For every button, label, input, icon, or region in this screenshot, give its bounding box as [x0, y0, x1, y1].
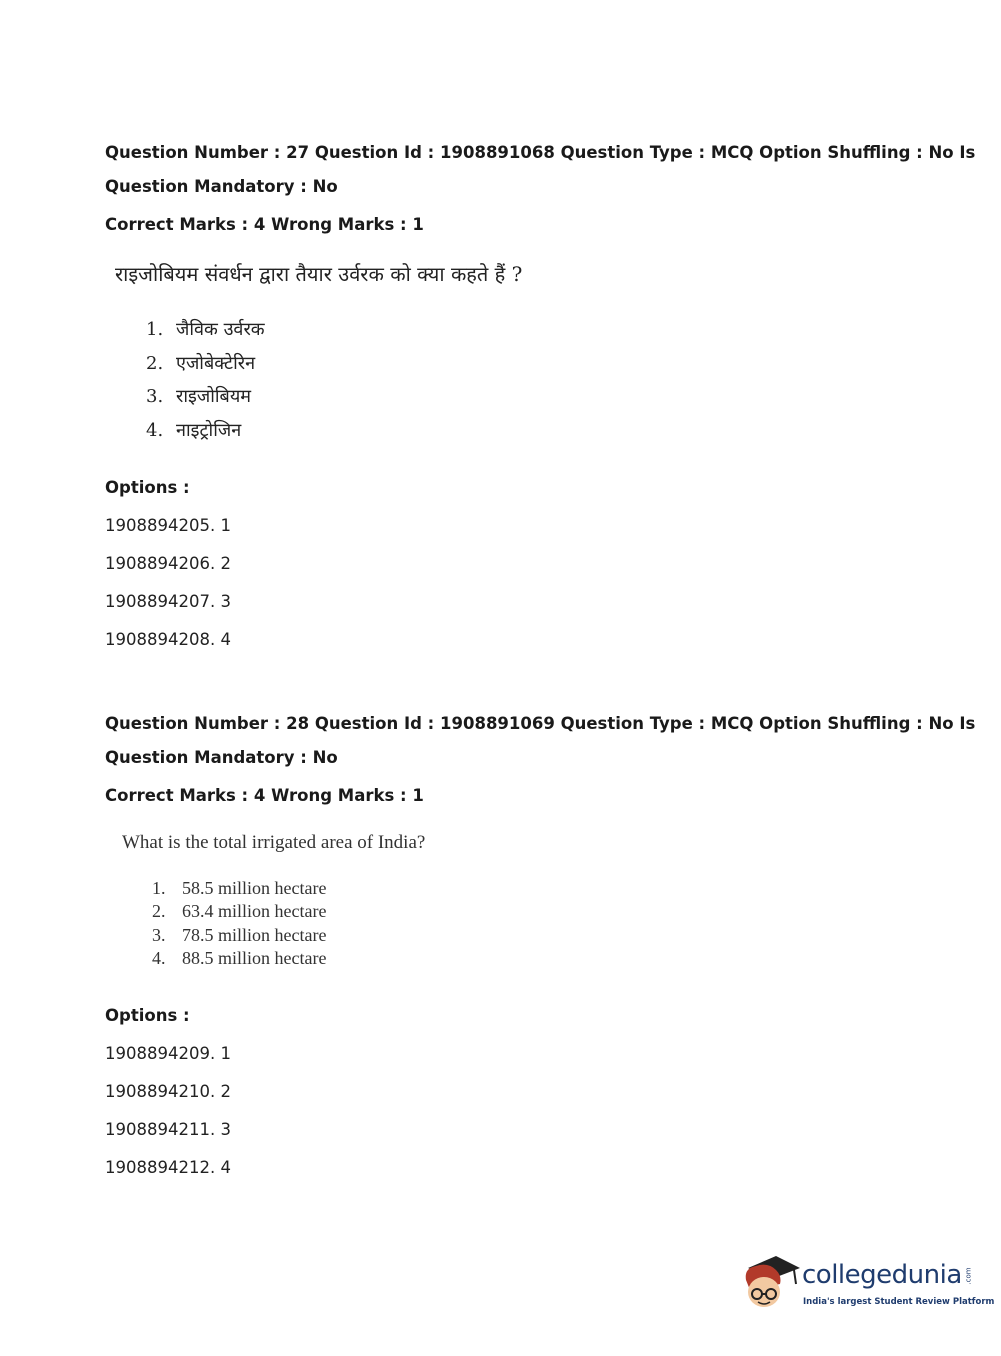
- mascot-icon: [742, 1250, 804, 1316]
- q28-meta-line1: Question Number : 28 Question Id : 1908891069 Question Type : MCQ Option Shuffling : No Is: [105, 714, 976, 733]
- q27-choice: 2. एजोबेक्टेरिन: [146, 352, 256, 374]
- q27-option: 1908894206. 2: [105, 554, 231, 573]
- q27-meta-line2: Question Mandatory : No: [105, 177, 338, 196]
- q27-choice: 4. नाइट्रोजिन: [146, 419, 242, 441]
- q28-meta-line2: Question Mandatory : No: [105, 748, 338, 767]
- q28-choice-list: [152, 877, 326, 970]
- q28-option: 1908894212. 4: [105, 1158, 231, 1177]
- q28-choice: 2. 63.4 million hectare: [152, 901, 327, 922]
- q27-option: 1908894205. 1: [105, 516, 231, 535]
- collegedunia-logo: [742, 1250, 995, 1320]
- logo-suffix: .com: [964, 1267, 973, 1285]
- q27-choice: 3. राइजोबियम: [146, 386, 252, 407]
- q28-choice: 4. 88.5 million hectare: [152, 947, 327, 968]
- q27-choice-list: [146, 313, 265, 447]
- q28-header: [105, 707, 976, 813]
- q28-choice: 3. 78.5 million hectare: [152, 924, 327, 945]
- q27-choice: 1. जैविक उर्वरक: [146, 319, 265, 340]
- q27-marks: Correct Marks : 4 Wrong Marks : 1: [105, 215, 424, 234]
- logo-wordmark: collegedunia: [802, 1260, 962, 1290]
- q27-question-text: राइजोबियम संवर्धन द्वारा तैयार उर्वरक को क्या कहते हैं ?: [115, 262, 523, 286]
- q28-options-label: Options :: [105, 1006, 190, 1025]
- q27-options-label: Options :: [105, 478, 190, 497]
- q27-header: [105, 136, 976, 242]
- q28-option: 1908894209. 1: [105, 1044, 231, 1063]
- logo-tagline: India's largest Student Review Platform: [803, 1297, 995, 1307]
- q28-option: 1908894210. 2: [105, 1082, 231, 1101]
- q28-choice: 1. 58.5 million hectare: [152, 878, 327, 898]
- q28-question-text: What is the total irrigated area of India?: [122, 832, 426, 853]
- q27-option: 1908894207. 3: [105, 592, 231, 611]
- q28-marks: Correct Marks : 4 Wrong Marks : 1: [105, 786, 424, 805]
- q27-option: 1908894208. 4: [105, 630, 231, 649]
- q27-meta-line1: Question Number : 27 Question Id : 1908891068 Question Type : MCQ Option Shuffling : No Is: [105, 143, 976, 162]
- q28-option: 1908894211. 3: [105, 1120, 231, 1139]
